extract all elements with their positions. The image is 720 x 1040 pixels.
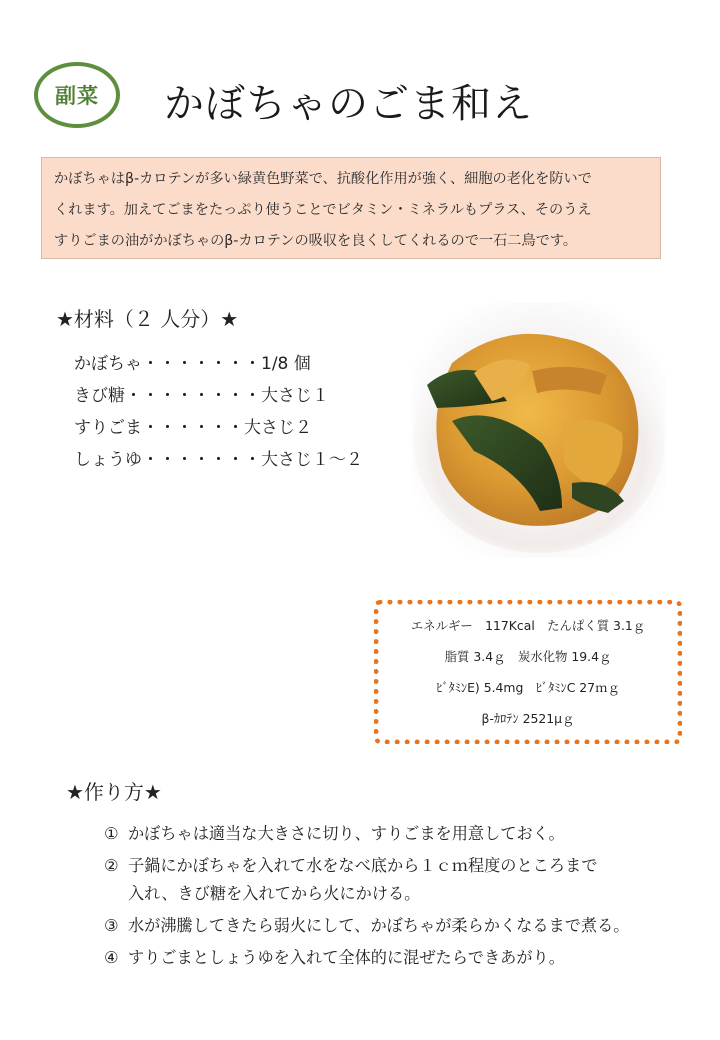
step-item <box>104 820 630 848</box>
ingredients-heading: ★材料（２ 人分）★ <box>56 307 239 331</box>
step-item <box>104 944 630 972</box>
ingredient-item: かぼちゃ・・・・・・・1/8 個 <box>74 354 311 374</box>
nutrition-box <box>374 600 682 744</box>
ingredient-item: きび糖・・・・・・・・大さじ１ <box>74 386 329 406</box>
step-text: かぼちゃは適当な大きさに切り、すりごまを用意しておく。 <box>128 824 565 843</box>
ingredients-list <box>74 348 363 476</box>
steps-heading: ★作り方★ <box>66 780 162 804</box>
step-item <box>104 912 630 940</box>
nutrition-line: エネルギー 117Kcal たんぱく質 3.1ｇ <box>410 618 646 633</box>
dish-photo <box>412 303 666 558</box>
step-number: ④ <box>104 948 119 967</box>
step-text: 子鍋にかぼちゃを入れて水をなべ底から１ｃｍ程度のところまで <box>128 856 598 875</box>
step-number: ③ <box>104 916 119 935</box>
intro-line: すりごまの油がかぼちゃのβ-カロテンの吸収を良くしてくれるので一石二鳥です。 <box>54 233 578 249</box>
step-text-continuation: 入れ、きび糖を入れてから火にかける。 <box>128 884 421 903</box>
intro-box <box>41 157 661 259</box>
step-number: ① <box>104 824 119 843</box>
ingredient-item: しょうゆ・・・・・・・大さじ１～２ <box>74 450 363 470</box>
steps-list <box>104 820 630 976</box>
step-text: 水が沸騰してきたら弱火にして、かぼちゃが柔らかくなるまで煮る。 <box>128 916 630 935</box>
recipe-title: かぼちゃのごま和え <box>164 81 533 127</box>
nutrition-line: 脂質 3.4ｇ 炭水化物 19.4ｇ <box>444 649 612 664</box>
ingredient-item: すりごま・・・・・・大さじ２ <box>74 418 312 438</box>
nutrition-line: β-ｶﾛﾃﾝ 2521μｇ <box>481 711 575 726</box>
category-badge: 副菜 <box>34 62 120 128</box>
nutrition-line: ﾋﾞﾀﾐﾝE) 5.4mg ﾋﾞﾀﾐﾝC 27ｍｇ <box>436 680 620 695</box>
step-text: すりごまとしょうゆを入れて全体的に混ぜたらできあがり。 <box>128 948 565 967</box>
intro-line: くれます。加えてごまをたっぷり使うことでビタミン・ミネラルもプラス、そのうえ <box>54 202 592 218</box>
step-number: ② <box>104 856 119 875</box>
intro-line: かぼちゃはβ-カロテンが多い緑黄色野菜で、抗酸化作用が強く、細胞の老化を防いで <box>54 171 592 187</box>
step-item <box>104 852 630 908</box>
